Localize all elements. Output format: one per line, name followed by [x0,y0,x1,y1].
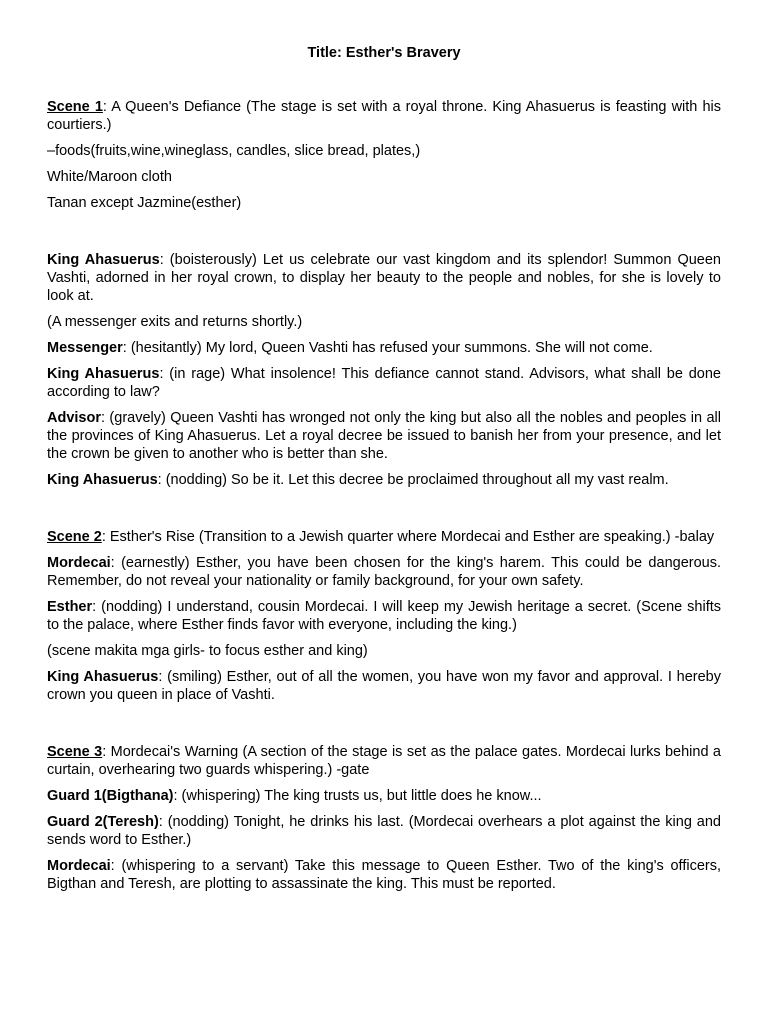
dialogue-text: : (smiling) Esther, out of all the women, you have won my favor and approval. I hereby crown you queen in place of Vashti. [47,669,721,703]
speaker-name: King Ahasuerus [47,252,160,268]
scene-description: : Mordecai's Warning (A section of the stage is set as the palace gates. Mordecai lurks behind a curtain, overhearing two guards whispering.) -gate [47,744,721,778]
dialogue-line [47,857,721,893]
scene-heading [47,98,721,134]
dialogue-text: : (nodding) I understand, cousin Mordecai. I will keep my Jewish heritage a secret. (Scene shifts to the palace, where Esther finds favor with everyone, including the king.) [47,599,721,633]
scene-description: : A Queen's Defiance (The stage is set with a royal throne. King Ahasuerus is feasting with his courtiers.) [47,99,721,133]
dialogue-text: : (in rage) What insolence! This defiance cannot stand. Advisors, what shall be done according to law? [47,366,721,400]
scene-label: Scene 2 [47,529,102,545]
speaker-name: Esther [47,599,93,615]
speaker-name: Advisor [47,410,101,426]
dialogue-line [47,339,721,357]
dialogue-text: : (whispering to a servant) Take this message to Queen Esther. Two of the king's officers, Bigthan and Teresh, are plotting to assassinate the king. This must be reported. [47,858,721,892]
dialogue-text: : (nodding) So be it. Let this decree be proclaimed throughout all my vast realm. [157,472,669,488]
dialogue-text: : (nodding) Tonight, he drinks his last. (Mordecai overhears a plot against the king and sends word to Esther.) [47,814,721,848]
scene-heading [47,528,721,546]
speaker-name: Mordecai [47,858,111,874]
dialogue-line [47,365,721,401]
dialogue-text: : (gravely) Queen Vashti has wronged not only the king but also all the nobles and peoples in all the provinces of King Ahasuerus. Let a royal decree be issued to banish her from your presence, and let the crown be given to another who is better than she. [47,410,721,462]
document-title: Title: Esther's Bravery [307,45,461,61]
speaker-name: King Ahasuerus [47,472,158,488]
scene-heading [47,743,721,779]
dialogue-line [47,471,721,489]
speaker-name: Guard 2(Teresh) [47,814,159,830]
dialogue-line [47,813,721,849]
production-note: –foods(fruits,wine,wineglass, candles, slice bread, plates,) [47,143,421,159]
dialogue-line [47,787,721,805]
scene-label: Scene 3 [47,744,103,760]
dialogue-line [47,668,721,704]
speaker-name: Guard 1(Bigthana) [47,788,174,804]
scene-2 [47,528,721,704]
dialogue-line [47,598,721,634]
scene-3 [47,743,721,893]
production-note: White/Maroon cloth [47,169,172,185]
dialogue-text: : (earnestly) Esther, you have been chosen for the king's harem. This could be dangerous. Remember, do not reveal your nationality or family background, for your own safety. [47,555,721,589]
scene-description: : Esther's Rise (Transition to a Jewish quarter where Mordecai and Esther are speaking.) -balay [101,529,715,545]
speaker-name: King Ahasuerus [47,366,160,382]
speaker-name: Mordecai [47,555,111,571]
speaker-name: Messenger [47,340,123,356]
scene-1 [47,98,721,489]
dialogue-text: : (boisterously) Let us celebrate our vast kingdom and its splendor! Summon Queen Vashti, adorned in her royal crown, to display her beauty to the people and nobles, for she is lovely to look at. [47,252,721,304]
dialogue-line [47,251,721,305]
speaker-name: King Ahasuerus [47,669,159,685]
production-note: Tanan except Jazmine(esther) [47,195,242,211]
stage-direction: (scene makita mga girls- to focus esther and king) [47,643,368,659]
dialogue-line [47,554,721,590]
scene-label: Scene 1 [47,99,103,115]
stage-direction: (A messenger exits and returns shortly.) [47,314,303,330]
dialogue-text: : (whispering) The king trusts us, but little does he know... [173,788,542,804]
dialogue-text: : (hesitantly) My lord, Queen Vashti has refused your summons. She will not come. [122,340,653,356]
dialogue-line [47,409,721,463]
